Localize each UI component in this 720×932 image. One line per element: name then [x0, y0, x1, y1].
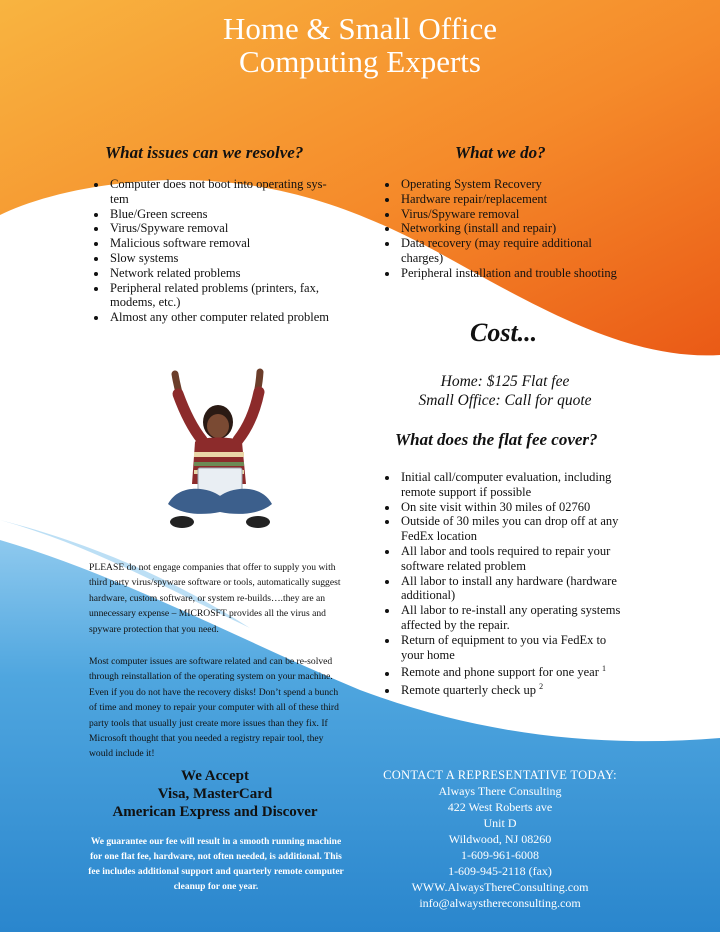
issues-section [90, 177, 340, 325]
flat-fee-section [381, 470, 631, 698]
issues-heading: What issues can we resolve? [105, 143, 304, 162]
home-price: Home: $125 Flat fee [440, 373, 570, 390]
list-item: • All labor to re-install any operating systems affected by the repair. [399, 603, 631, 633]
list-item: • Blue/Green screens [108, 207, 340, 222]
website: WWW.AlwaysThereConsulting.com [411, 880, 589, 894]
contact-block [372, 767, 628, 911]
list-item: • Hardware repair/replacement [399, 192, 631, 207]
list-item: • All labor to install any hardware (hardware additional) [399, 574, 631, 604]
unit: Unit D [483, 816, 517, 830]
contact-heading: CONTACT A REPRESENTATIVE TODAY: [383, 768, 617, 782]
cost-heading: Cost... [470, 318, 538, 347]
list-item: • Computer does not boot into operating sys-tem [108, 177, 340, 207]
list-item: • Slow systems [108, 251, 340, 266]
list-item: • Peripheral installation and trouble shooting [399, 266, 631, 281]
list-item: • Peripheral related problems (printers, fax, modems, etc.) [108, 281, 340, 311]
fax-number: 1-609-945-2118 (fax) [448, 864, 552, 878]
list-item: • Virus/Spyware removal [108, 221, 340, 236]
cost-lines [380, 372, 630, 410]
warning-paragraph: PLEASE do not engage companies that offer to supply you with third party virus/spyware software or tools, automatically suggest hardware, custom software, or system re-builds….they are an unnecessary expense – MICROSFT provides all the virus and spyware protection that you need. [89, 562, 341, 635]
page-title [0, 12, 720, 78]
phone-number: 1-609-961-6008 [461, 848, 539, 862]
office-price: Small Office: Call for quote [418, 392, 592, 409]
list-item: • Operating System Recovery [399, 177, 631, 192]
list-item: • Almost any other computer related problem [108, 310, 340, 325]
email: info@alwaysthereconsulting.com [419, 896, 581, 910]
services-section [381, 177, 631, 281]
footnote-1: 1 [601, 664, 606, 674]
payment-line-1: We Accept [181, 768, 249, 784]
list-item: • Outside of 30 miles you can drop off at any FedEx location [399, 514, 631, 544]
software-paragraph: Most computer issues are software related and can be re-solved through reinstallation of the operating system on your machine. Even if you do not have the recovery disks! Don’t spend a bunch of time and money to repair your computer with all of these third party tools that usually just create more issues than they fix. If Microsoft thought that you needed a registry repair tool, they would include it! [89, 656, 339, 760]
list-item: • Remote quarterly check up $^2$ [399, 680, 631, 698]
list-item: • Data recovery (may require additional charges) [399, 236, 631, 266]
footnote-2: 2 [539, 682, 544, 692]
payment-line-3: American Express and Discover [112, 804, 318, 820]
flat-fee-list [381, 470, 631, 698]
title-line-1: Home & Small Office [222, 11, 498, 46]
list-item: • Network related problems [108, 266, 340, 281]
flat-fee-heading: What does the flat fee cover? [395, 430, 598, 449]
company-name: Always There Consulting [438, 784, 562, 798]
list-item: • Initial call/computer evaluation, including remote support if possible [399, 470, 631, 500]
list-item: • Networking (install and repair) [399, 221, 631, 236]
payment-line-2: Visa, MasterCard [157, 786, 273, 802]
payment-block [90, 767, 340, 821]
list-item: • On site visit within 30 miles of 02760 [399, 500, 631, 515]
city-state-zip: Wildwood, NJ 08260 [448, 832, 552, 846]
list-item: • Malicious software removal [108, 236, 340, 251]
street-address: 422 West Roberts ave [447, 800, 553, 814]
services-list [381, 177, 631, 281]
list-item: • Remote and phone support for one year $^1$ [399, 662, 631, 680]
woman-with-laptop-icon [140, 364, 300, 554]
services-heading: What we do? [455, 143, 546, 162]
title-line-2: Computing Experts [239, 44, 481, 79]
list-item: • Virus/Spyware removal [399, 207, 631, 222]
list-item: • Return of equipment to you via FedEx to your home [399, 633, 631, 663]
list-item: • All labor and tools required to repair your software related problem [399, 544, 631, 574]
issues-list [90, 177, 340, 325]
guarantee-text: We guarantee our fee will result in a smooth running machine for one flat fee, hardware, not often needed, is additional. This fee includes additional support and quarterly remote computer cleanup for one year. [88, 837, 344, 892]
